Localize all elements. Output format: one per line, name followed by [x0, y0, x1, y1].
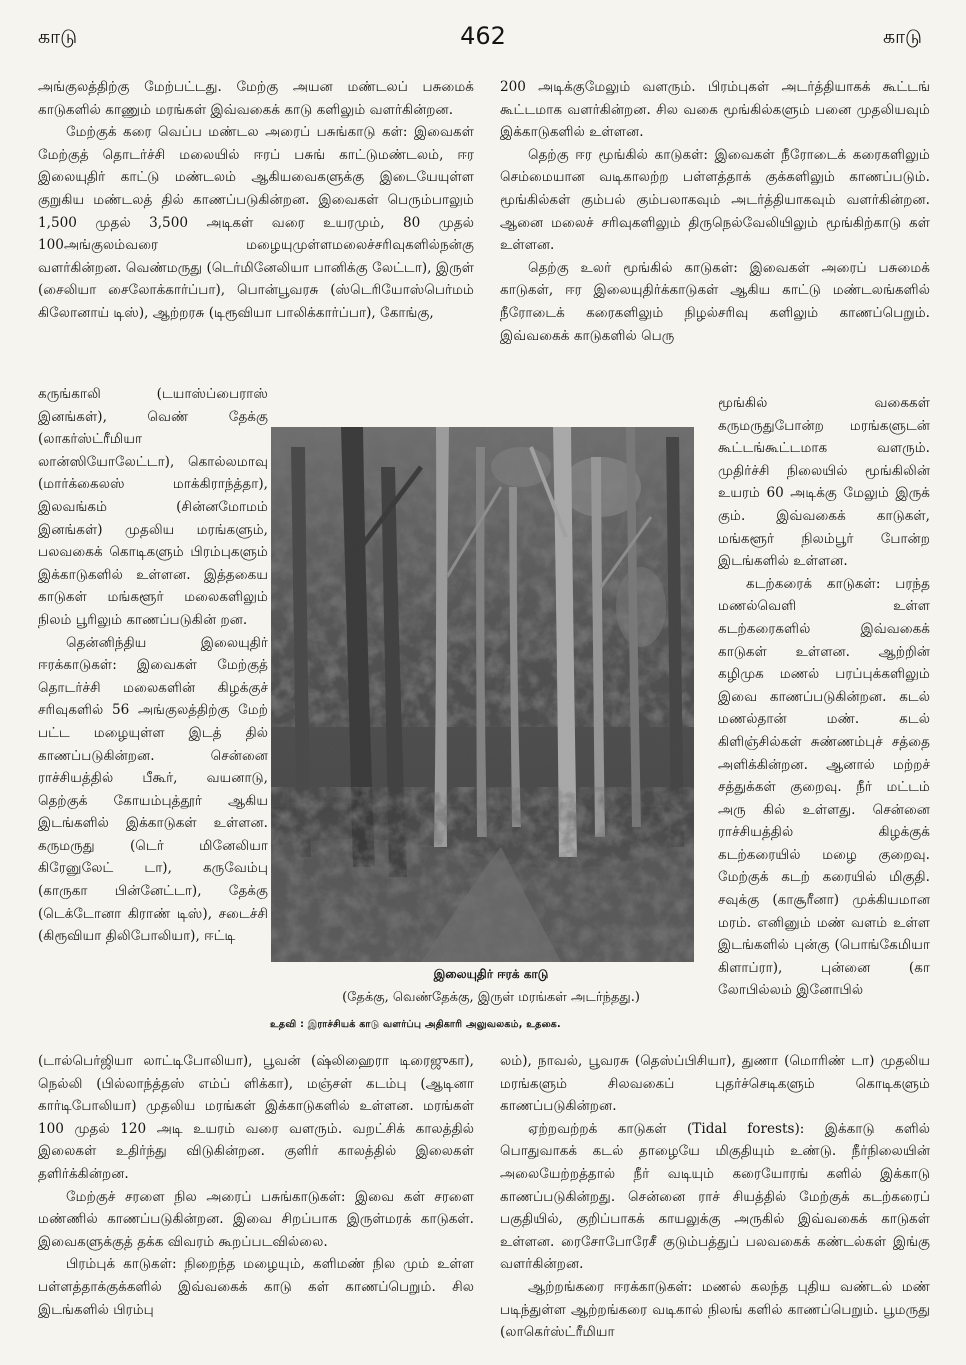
paragraph: கடற்கரைக் காடுகள்: பரந்த மணல்வெளி உள்ள கடற்கரைகளில் இவ்வகைக் காடுகள் உள்ளன. ஆற்றின் கழிமுக மணல் பரப்புக்களிலும் இவை காணப்படுகின்றன. கடல் மணல்தான் மண். கடல் கிளிஞ்சில்கள் சுண்ணம்புச் சத்தை அளிக்கின்றன. ஆனால் மற்றச் சத்துக்கள் குறைவு. நீர் மட்டம் அரு கில் உள்ளது. சென்னை ராச்சியத்தில் கிழக்குக் கடற்கரையில் மழை குறைவு. மேற்குக் கடற் கரையில் மிகுதி. சவுக்கு (காசூரீனா) முக்கியமான மரம். எனினும் மண் வளம் உள்ள இடங்களில் புன்கு (பொங்கேமியா கிளாப்ரா), புன்னை (கா லோபில்லம் இனோபில் — [718, 575, 930, 999]
forest-photograph — [271, 427, 694, 962]
paragraph: மூங்கில் வகைகள் கருமருதுபோன்ற மரங்களுடன் கூட்டங்கூட்டமாக வளரும். முதிர்ச்சி நிலையில் மூங்கிலின் உயரம் 60 அடிக்கு மேலும் இருக் கும். இவ்வகைக் காடுகள், மங்களூர் நிலம்பூர் போன்ற இடங்களில் உள்ளன. — [718, 395, 930, 570]
paragraph: மேற்குச் சரளை நில அரைப் பசுங்காடுகள்: இவை கள் சரளை மண்ணில் காணப்படுகின்றன. இவை சிறப்பாக இருள்மரக் காடுகள். இவைகளுக்குத் தக்க விவரம் கூறப்படவில்லை. — [38, 1188, 474, 1250]
paragraph: தெற்கு ஈர மூங்கில் காடுகள்: இவைகள் நீரோடைக் கரைகளிலும் செம்மையான வடிகாலற்ற பள்ளத்தாக் குக்களிலும் காணப்படும். மூங்கில்கள் கும்பல் கும்பலாகவும் அடர்த்தியாகவும் வளர்கின்றன. ஆனை மலைச் சரிவுகளிலும் திருநெல்வேலியிலும் மூங்கிற்காடு கள் உள்ளன. — [500, 146, 930, 254]
paragraph: பிரம்புக் காடுகள்: நிறைந்த மழையும், களிமண் நில மும் உள்ள பள்ளத்தாக்குக்களில் இவ்வகைக் காடு கள் காணப்பெறும். சில இடங்களில் பிரம்பு — [38, 1256, 474, 1318]
running-head-right: காடு — [882, 26, 922, 48]
running-head-left: காடு — [38, 26, 78, 48]
paragraph: தென்னிந்திய இலையுதிர் ஈரக்காடுகள்: இவைகள் மேற்குத் தொடர்ச்சி மலைகளின் கிழக்குச் சரிவுகளில் 56 அங்குலத்திற்கு மேற் பட்ட மழையுள்ள இடத் தில் காணப்படுகின்றன. சென்னை ராச்சியத்தில் பீகூர், வயனாடு, தெற்குக் கோயம்புத்தூர் ஆகிய இடங்களில் இக்காடுகள் உள்ளன. கருமருது (டெர் மினேலியா கிரேனுலேட் டா), கருவேம்பு (காருகா பின்னேட்டா), தேக்கு (டெக்டோனா கிராண் டிஸ்), சடைச்சி (கிரூவியா திலிபோலியா), ஈட்டி — [38, 634, 268, 945]
left-column-bottom — [38, 1050, 474, 1355]
forest-photo-image — [271, 427, 694, 962]
paragraph: மேற்குக் கரை வெப்ப மண்டல அரைப் பசுங்காடு கள்: இவைகள் மேற்குத் தொடர்ச்சி மலையில் ஈரப் பசுங் காட்டுமண்டலம், ஈர இலையுதிர் காட்டு மண்டலம் ஆகியவைகளுக்கு இடையேயுள்ள குறுகிய மண்டலத் தில் காணப்படுகின்றன. இவைகள் பெரும்பாலும் 1,500 முதல் 3,500 அடிகள் வரை உயரமும், 80 முதல் 100அங்குலம்வரை மழையுமுள்ளமலைச்சரிவுகளில்நன்கு வளர்கின்றன. வெண்மருது (டெர்மினேலியா பானிக்கு லேட்டா), இருள் (சைலியா சைலோக்கார்ப்பா), பொன்பூவரசு (ஸ்டெரியோஸ்பெர்மம் கிலோனாய் டிஸ்), ஆற்றரசு (டிரூவியா பாலிக்கார்ப்பா), கோங்கு, — [38, 124, 474, 321]
right-column-wrap — [718, 392, 930, 1048]
paragraph: அங்குலத்திற்கு மேற்பட்டது. மேற்கு அயன மண்டலப் பசுமைக் காடுகளில் காணும் மரங்கள் இவ்வகைக் காடு களிலும் வளர்கின்றன. — [38, 79, 474, 118]
left-column-wrap — [38, 383, 268, 1048]
left-column-top — [38, 76, 474, 383]
paragraph: 200 அடிக்குமேலும் வளரும். பிரம்புகள் அடர்த்தியாகக் கூட்டங் கூட்டமாக வளர்கின்றன. சில வகை மூங்கில்களும் பனை முதலியவும் இக்காடுகளில் உள்ளன. — [500, 79, 930, 141]
figure-caption-subtitle: (தேக்கு, வெண்தேக்கு, இருள் மரங்கள் அடர்ந்தது.) — [342, 990, 640, 1005]
right-column-top — [500, 76, 930, 383]
paragraph: ஏற்றவற்றக் காடுகள் (Tidal forests): இக்காடு களில் பொதுவாகக் கடல் தாழையே மிகுதியும் உண்டு. நீர்நிலையின் அலையேற்றத்தால் நீர் வடியும் கரையோரங் களில் இக்காடு காணப்படுகின்றது. சென்னை ராச் சியத்தில் மேற்குக் கடற்கரைப் பகுதியில், குறிப்பாகக் காயலுக்கு அருகில் இவ்வகைக் காடுகள் உள்ளன. ரைசோபோரேசீ குடும்பத்துப் பலவகைக் கண்டல்கள் இங்கு வளர்கின்றன. — [500, 1120, 930, 1273]
paragraph: லம்), நாவல், பூவரசு (தெஸ்ப்பிசியா), துணா (மொரிண் டா) முதலிய மரங்களும் சிலவகைப் புதர்ச்செடிகளும் கொடிகளும் காணப்படுகின்றன. — [500, 1053, 930, 1115]
right-column-bottom — [500, 1050, 930, 1355]
paragraph: (டால்பெர்ஜியா லாட்டிபோலியா), பூவன் (ஷ்லிஹைரா டிரைஜுகா), நெல்லி (பில்லாந்த்தஸ் எம்ப் ளிக்கா), மஞ்சள் கடம்பு (ஆடினா கார்டிபோலியா) முதலிய மரங்கள் இக்காடுகளில் உள்ளன. மரங்கள் 100 முதல் 120 அடி உயரம் வரை வளரும். வறட்சிக் காலத்தில் இலைகள் உதிர்ந்து விடுகின்றன. குளிர் காலத்தில் இலைகள் தளிர்க்கின்றன. — [38, 1053, 474, 1182]
paragraph: தெற்கு உலர் மூங்கில் காடுகள்: இவைகள் அரைப் பசுமைக் காடுகள், ஈர இலையுதிர்க்காடுகள் ஆகிய காட்டு மண்டலங்களில் நீரோடைக் கரைகளிலும் நிழல்சரிவு களிலும் காணப்பெறும். இவ்வகைக் காடுகளில் பெரு — [500, 259, 930, 344]
page-number: 462 — [460, 22, 506, 50]
paragraph: கருங்காலி (டயாஸ்ப்பைராஸ் இனங்கள்), வெண் தேக்கு (லாகர்ஸ்ட்ரீமியா லான்ஸியோலேட்டா), கொல்லமாவு (மார்க்கைலஸ் மாக்கிராந்த்தா), இலவங்கம் (சின்னமோமம் இனங்கள்) முதலிய மரங்களும், பலவகைக் கொடிகளும் பிரம்புகளும் இக்காடுகளில் உள்ளன. இத்தகைய காடுகள் மங்களூர் மலைகளிலும் நிலம் பூரிலும் காணப்படுகின் றன. — [38, 386, 268, 628]
figure-caption-title: இலையுதிர் ஈரக் காடு — [433, 967, 549, 981]
paragraph: ஆற்றங்கரை ஈரக்காடுகள்: மணல் கலந்த புதிய வண்டல் மண் படிந்துள்ள ஆற்றங்கரை வடிகால் நிலங் களில் காணப்பெறும். பூமருது (லாகெர்ஸ்ட்ரீமியா — [500, 1278, 930, 1341]
figure-credit: உதவி : இராச்சியக் காடு வளர்ப்பு அதிகாரி அலுவலகம், உதகை. — [270, 1019, 561, 1030]
